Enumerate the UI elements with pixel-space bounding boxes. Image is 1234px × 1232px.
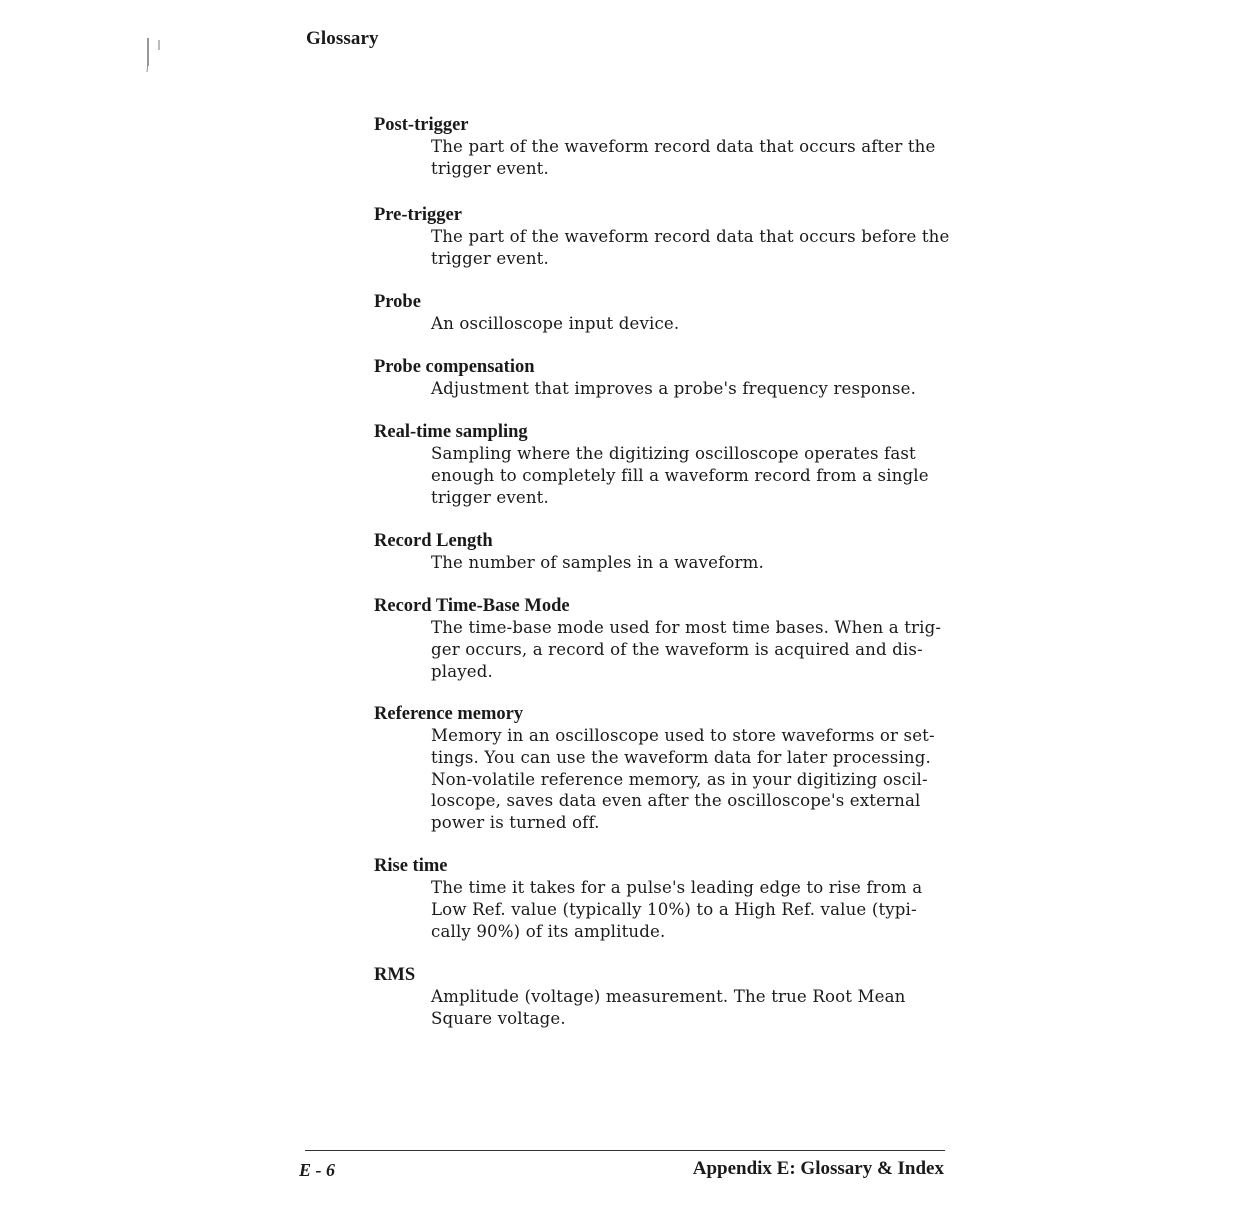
footer-divider: [305, 1150, 945, 1151]
page-number: E - 6: [299, 1160, 335, 1180]
glossary-entry: [374, 855, 954, 942]
glossary-term: Record Time-Base Mode: [374, 596, 570, 616]
glossary-entry: [374, 356, 954, 400]
glossary-entry: [374, 595, 954, 682]
glossary-definition: An oscilloscope input device.: [431, 314, 680, 333]
glossary-definition: The time it takes for a pulse's leading edge to rise from a Low Ref. value (typically 10%) to a High Ref. value (typi- cally 90%) of its amplitude.: [431, 878, 923, 941]
glossary-definition: The time-base mode used for most time bases. When a trig- ger occurs, a record of the waveform is acquired and dis- played.: [431, 618, 942, 681]
glossary-term: Rise time: [374, 856, 448, 876]
glossary-entry: [374, 530, 954, 574]
glossary-definition: Adjustment that improves a probe's frequency response.: [431, 379, 917, 398]
glossary-definition: The part of the waveform record data that occurs after the trigger event.: [431, 137, 936, 178]
glossary-entry: [374, 421, 954, 508]
glossary-definition: Memory in an oscilloscope used to store waveforms or set- tings. You can use the waveform data for later processing. Non-volatile reference memory, as in your digitizing oscil- loscope, saves data even after the oscilloscope's external power is turned off.: [431, 726, 935, 833]
glossary-term: Probe compensation: [374, 357, 535, 377]
glossary-entry: [374, 964, 954, 1030]
glossary-term: Record Length: [374, 531, 493, 551]
glossary-term: RMS: [374, 965, 416, 985]
binding-mark-graphic: [146, 36, 166, 86]
glossary-definition: Sampling where the digitizing oscilloscope operates fast enough to completely fill a waveform record from a single trigger event.: [431, 444, 929, 507]
footer-section-title: Appendix E: Glossary & Index: [692, 1158, 944, 1179]
glossary-term: Real-time sampling: [374, 422, 528, 442]
glossary-term: Reference memory: [374, 704, 524, 724]
glossary-entry: [374, 291, 954, 335]
glossary-definition: Amplitude (voltage) measurement. The true Root Mean Square voltage.: [431, 987, 906, 1028]
glossary-entry: [374, 703, 954, 834]
glossary-definition: The number of samples in a waveform.: [431, 553, 764, 572]
glossary-term: Probe: [374, 292, 421, 312]
page-header-title: Glossary: [306, 28, 379, 49]
glossary-entry: [374, 114, 954, 180]
glossary-term: Pre-trigger: [374, 205, 462, 225]
glossary-definition: The part of the waveform record data that occurs before the trigger event.: [431, 227, 950, 268]
glossary-entry: [374, 204, 954, 270]
glossary-term: Post-trigger: [374, 115, 469, 135]
